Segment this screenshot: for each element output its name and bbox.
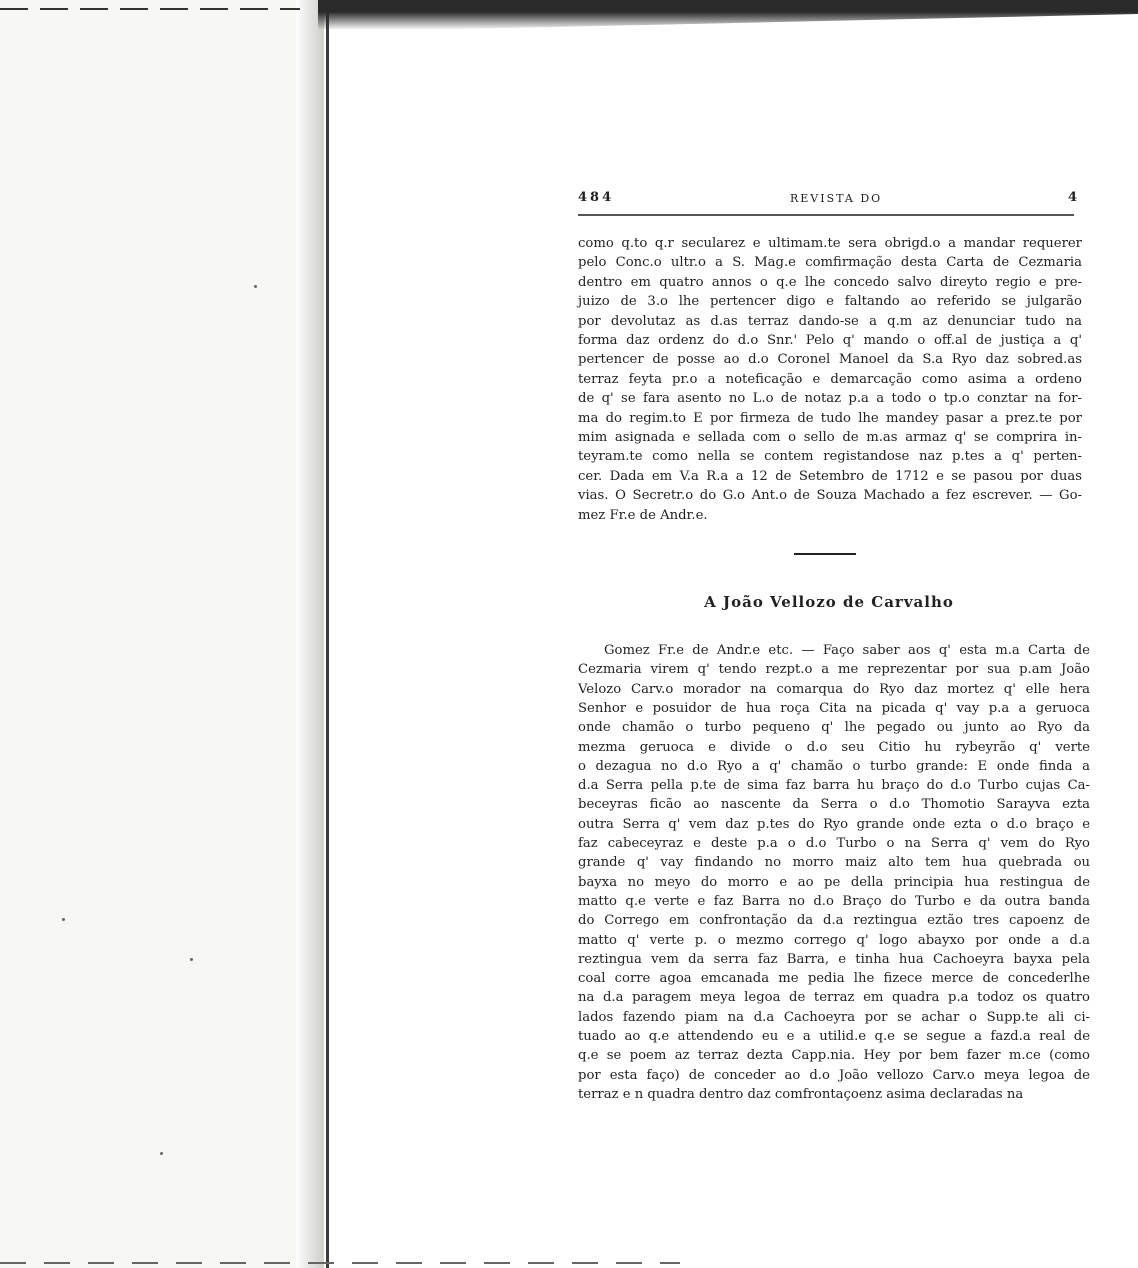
first-document-text [578, 234, 1082, 525]
text-line: forma daz ordenz do d.o Snr.' Pelo q' mando o off.al de justiça a q' [578, 333, 1082, 349]
scan-speck [62, 918, 65, 921]
text-line: matto q' verte p. o mezmo corrego q' logo abayxo por onde a d.a [578, 932, 1090, 948]
page-number: 484 [578, 190, 615, 205]
header-rule [578, 214, 1074, 216]
text-line: q.e se poem az terraz dezta Capp.nia. Hey por bem fazer m.ce (como [578, 1048, 1090, 1064]
printed-page [578, 190, 1100, 1104]
page-gutter-edge [326, 0, 329, 1268]
text-line: mezma geruoca e divide o d.o seu Citio hu rybeyrão q' verte [578, 739, 1090, 755]
scan-top-edge-dashes [0, 8, 300, 10]
section-title: A João Vellozo de Carvalho [704, 593, 954, 612]
text-line: por esta faço) de conceder ao d.o João vellozo Carv.o meya legoa de [578, 1067, 1090, 1083]
text-line: do Corrego em confrontação da d.a reztingua eztão tres capoenz de [578, 913, 1090, 929]
second-document-text [578, 641, 1090, 1104]
text-line: beceyras ficão ao nascente da Serra o d.o Thomotio Sarayva ezta [578, 797, 1090, 813]
text-line: Velozo Carv.o morador na comarqua do Ryo daz mortez q' elle hera [578, 681, 1090, 697]
text-line: reztingua vem da serra faz Barra, e tinha hua Cachoeyra bayxa pela [578, 951, 1090, 967]
text-line: outra Serra q' vem daz p.tes do Ryo grande onde ezta o d.o braço e [578, 816, 1090, 832]
text-line: grande q' vay findando no morro maiz alto tem hua quebrada ou [578, 855, 1090, 871]
page-header [578, 190, 1100, 212]
text-line: cer. Dada em V.a R.a a 12 de Setembro de 1712 e se pasou por duas [578, 468, 1082, 484]
scan-speck [254, 285, 257, 288]
running-title: REVISTA DO [790, 192, 883, 205]
text-line: vias. O Secretr.o do G.o Ant.o de Souza Machado a fez escrever. — Go- [578, 488, 1082, 504]
text-line: lados fazendo piam na d.a Cachoeyra por se achar o Supp.te ali ci- [578, 1009, 1090, 1025]
text-line: tuado ao q.e attendendo eu e a utilid.e q.e se segue a fazd.a real de [578, 1029, 1090, 1045]
scan-bottom-edge-dashes [0, 1262, 680, 1264]
text-line: d.a Serra pella p.te de sima faz barra hu braço do d.o Turbo cujas Ca- [578, 778, 1090, 794]
scan-speck [190, 958, 193, 961]
text-line: onde chamão o turbo pequeno q' lhe pegado ou junto ao Ryo da [578, 720, 1090, 736]
text-line: matto q.e verte e faz Barra no d.o Braço do Turbo e da outra banda [578, 893, 1090, 909]
text-line: de q' se fara asento no L.o de notaz p.a a todo o tp.o conztar na for- [578, 391, 1082, 407]
text-line: ma do regim.to E por firmeza de tudo lhe mandey pasar a prez.te por [578, 410, 1082, 426]
text-line: dentro em quatro annos o q.e lhe concedo salvo direyto regio e pre- [578, 274, 1082, 290]
text-line: Senhor e posuidor de hua roça Cita na picada q' vay p.a a geruoca [578, 700, 1090, 716]
facing-page-margin [0, 0, 322, 1268]
text-line: juizo de 3.o lhe pertencer digo e faltando ao referido se julgarão [578, 294, 1082, 310]
text-line: mim asignada e sellada com o sello de m.as armaz q' se comprira in- [578, 430, 1082, 446]
scan-speck [160, 1152, 163, 1155]
text-line: terraz feyta pr.o a noteficação e demarcação como asima a ordeno [578, 371, 1082, 387]
text-line: Gomez Fr.e de Andr.e etc. — Faço saber aos q' esta m.a Carta de [604, 643, 1090, 659]
section-separator [794, 553, 856, 555]
text-line: teyram.te como nella se contem registandose naz p.tes a q' perten- [578, 449, 1082, 465]
book-spine-shadow [296, 0, 324, 1268]
text-line: Cezmaria virem q' tendo rezpt.o a me reprezentar por sua p.am João [578, 662, 1090, 678]
text-line: como q.to q.r secularez e ultimam.te sera obrigd.o a mandar requerer [578, 236, 1082, 251]
text-line: mez Fr.e de Andr.e. [578, 507, 708, 523]
text-line: faz cabeceyraz e deste p.a o d.o Turbo o na Serra q' vem do Ryo [578, 836, 1090, 852]
text-line: na d.a paragem meya legoa de terraz em quadra p.a todoz os quatro [578, 990, 1090, 1006]
page-mark: 4 [1067, 190, 1080, 205]
text-line: coal corre agoa emcanada me pedia lhe fizece merce de concederlhe [578, 971, 1090, 987]
text-line: terraz e n quadra dentro daz comfrontaçoenz asima declaradas na [578, 1086, 1024, 1102]
text-line: bayxa no meyo do morro e ao pe della principia hua restingua de [578, 874, 1090, 890]
text-line: pelo Conc.o ultr.o a S. Mag.e comfirmação desta Carta de Cezmaria [578, 255, 1082, 271]
text-line: o dezagua no d.o Ryo a q' chamão o turbo grande: E onde finda a [578, 758, 1090, 774]
text-line: por devolutaz as d.as terraz dando-se a q.m az denunciar tudo na [578, 313, 1082, 329]
text-line: pertencer de posse ao d.o Coronel Manoel da S.a Ryo daz sobred.as [578, 352, 1082, 368]
